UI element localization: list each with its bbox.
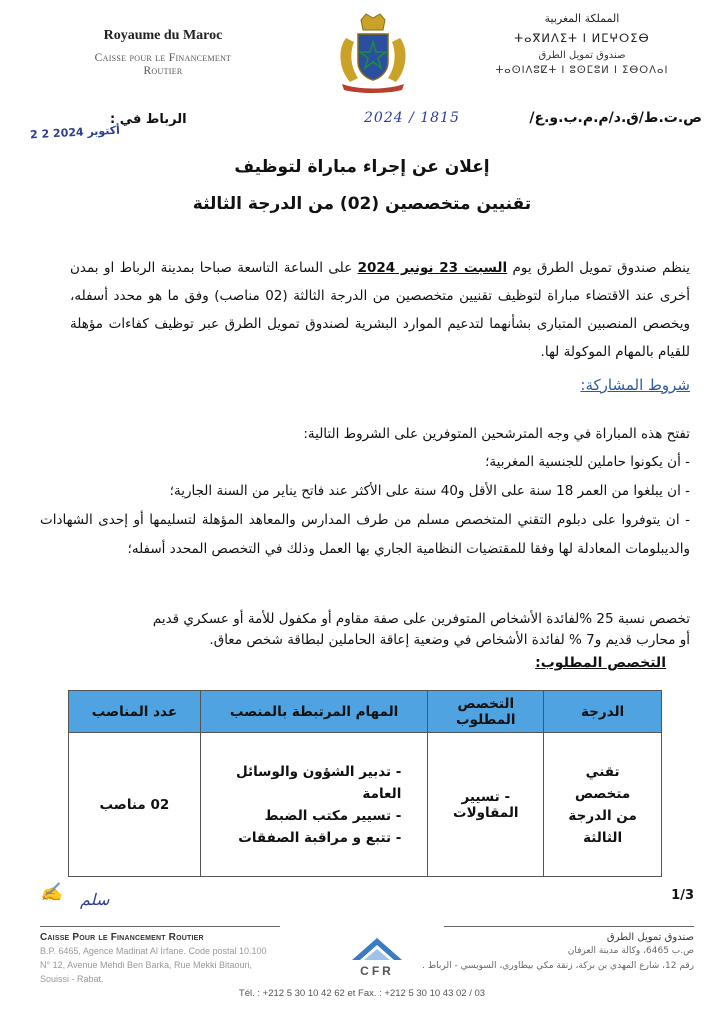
announcement-subtitle: تقنيين متخصصين (02) من الدرجة الثالثة: [192, 194, 532, 214]
header-right-block: [492, 12, 672, 76]
cell-grade: [544, 733, 662, 877]
institution-name-fr-line1: Caisse pour le Financement: [94, 52, 232, 64]
condition-item: - ان يتوفروا على دبلوم التقني المتخصص مسلم من طرف المدارس والمعاهد المؤهلة لتسليمها أو إحدى الشهادات والديبلومات المعادلة لها وفقا للمقتضيات النظامية الجاري بها العمل وذلك في التخصص المحدد أسفله؛: [40, 512, 690, 557]
kingdom-name-ar: المملكة المغربية: [544, 12, 620, 25]
intro-part2: على الساعة التاسعة صباحا بمدينة الرباط او بمدن أخرى عند الاقتضاء مباراة لتوظيف تقنيين متخصصين من الدرجة الثالثة (02 مناصب) وفق ما هو محدد أسفله، ويخصص المنصبين المتبارى بشأنهما لتدعيم الموارد البشرية لصندوق تمويل الطرق عبر توظيف كفاءات مؤهلة للقيام بالمهام الموكولة لها.: [70, 260, 690, 360]
positions-table: [68, 690, 662, 877]
task-item: - تدبير الشؤون والوسائل العامة: [235, 763, 402, 802]
grade-line: تقني: [585, 763, 620, 780]
footer-address-line: Souissi - Rabat.: [40, 974, 104, 984]
footer-divider-left: [40, 926, 280, 927]
footer-address-ar: [414, 932, 694, 973]
column-header-specialty: التخصص المطلوب: [428, 691, 544, 733]
kingdom-name-amazigh: ⵜⴰⴳⵍⴷⵉⵜ ⵏ ⵍⵎⵖⵔⵉⴱ: [514, 31, 650, 45]
handwritten-reference-number: 2024 / 1815: [364, 110, 460, 126]
cfr-logo-icon: [342, 930, 412, 980]
conditions-heading: شروط المشاركة:: [580, 376, 690, 394]
table-row: [69, 733, 662, 877]
footer-institution-fr: Caisse Pour le Financement Routier: [40, 932, 204, 943]
cfr-logo-text: CFR: [360, 964, 394, 978]
conditions-list: [40, 448, 690, 564]
quota-paragraph: [58, 609, 690, 651]
announcement-title: إعلان عن إجراء مباراة لتوظيف: [234, 157, 490, 177]
footer-address-line: B.P. 6465, Agence Madinat Al Irfane. Code postal 10.100: [40, 946, 267, 956]
intro-paragraph: [70, 254, 690, 366]
place-label: الرباط في :: [110, 112, 187, 127]
reference-code: ص.ت.ط/ق.د/م.م.ب.و.ع/: [529, 110, 702, 126]
institution-name-amazigh: ⵜⴰⵙⵏⴷⵓⵇⵜ ⵏ ⵓⵙⵎⵓⵍ ⵏ ⵉⴱⵔⴷⴰⵏ: [495, 65, 669, 76]
footer-address-fr: [40, 932, 320, 985]
footer-address-line: N° 12, Avenue Mehdi Ben Barka, Rue Mekki Bitaouri,: [40, 960, 253, 970]
table-header-row: [69, 691, 662, 733]
conditions-intro: تفتح هذه المباراة في وجه المترشحين المتوفرين على الشروط التالية:: [303, 426, 690, 442]
kingdom-name-fr: Royaume du Maroc: [103, 28, 223, 43]
cell-specialty: - تسيير المقاولات: [428, 733, 544, 877]
date-stamp: 2 2 أكتوبر 2024: [29, 123, 121, 142]
footer-address-line: ص.ب 6465، وكالة مدينة العرفان: [567, 946, 694, 956]
cell-count: 02 مناصب: [69, 733, 201, 877]
institution-name-fr-line2: Routier: [143, 65, 183, 77]
header-left-block: [78, 28, 248, 77]
specialty-heading: التخصص المطلوب:: [535, 655, 666, 671]
footer-divider-right: [444, 926, 694, 927]
intro-part1: ينظم صندوق تمويل الطرق يوم: [507, 260, 690, 276]
moroccan-coat-of-arms-icon: [328, 8, 418, 94]
column-header-count: عدد المناصب: [69, 691, 201, 733]
grade-line: الثالثة: [583, 829, 623, 846]
signature-mark: ✍: [40, 882, 63, 903]
grade-line: متخصص: [574, 785, 631, 802]
footer-institution-ar: صندوق تمويل الطرق: [606, 932, 694, 943]
cell-tasks: [200, 733, 428, 877]
page-number: 1/3: [671, 888, 694, 903]
signature-initials: سلم: [80, 890, 110, 909]
quota-line2: أو محارب قديم و7 % لفائدة الأشخاص في وضعية إعاقة الحاملين لبطاقة شخص معاق.: [209, 632, 690, 648]
column-header-tasks: المهام المرتبطة بالمنصب: [200, 691, 428, 733]
task-item: - تسيير مكتب الضبط: [264, 807, 402, 824]
exam-date: السبت 23 نونبر 2024: [357, 260, 508, 276]
grade-line: من الدرجة: [568, 807, 637, 824]
condition-item: - ان يبلغوا من العمر 18 سنة على الأقل و40 سنة على الأكثر عند فاتح يناير من السنة الجارية؛: [169, 483, 690, 499]
quota-line1: تخصص نسبة 25 %لفائدة الأشخاص المتوفرين على صفة مقاوم أو مكفول للأمة أو عسكري قديم: [152, 611, 690, 627]
column-header-grade: الدرجة: [544, 691, 662, 733]
task-item: - تتبع و مراقبة الصفقات: [238, 829, 402, 846]
condition-item: - أن يكونوا حاملين للجنسية المغربية؛: [485, 454, 690, 470]
footer-address-line: رقم 12، شارع المهدي بن بركة، زنقة مكي بيطاوري، السويسي - الرباط .: [422, 961, 694, 971]
institution-name-ar: صندوق تمويل الطرق: [538, 50, 626, 61]
footer-contact: Tél. : +212 5 30 10 42 62 et Fax. : +212 5 30 10 43 02 / 03: [238, 988, 486, 999]
